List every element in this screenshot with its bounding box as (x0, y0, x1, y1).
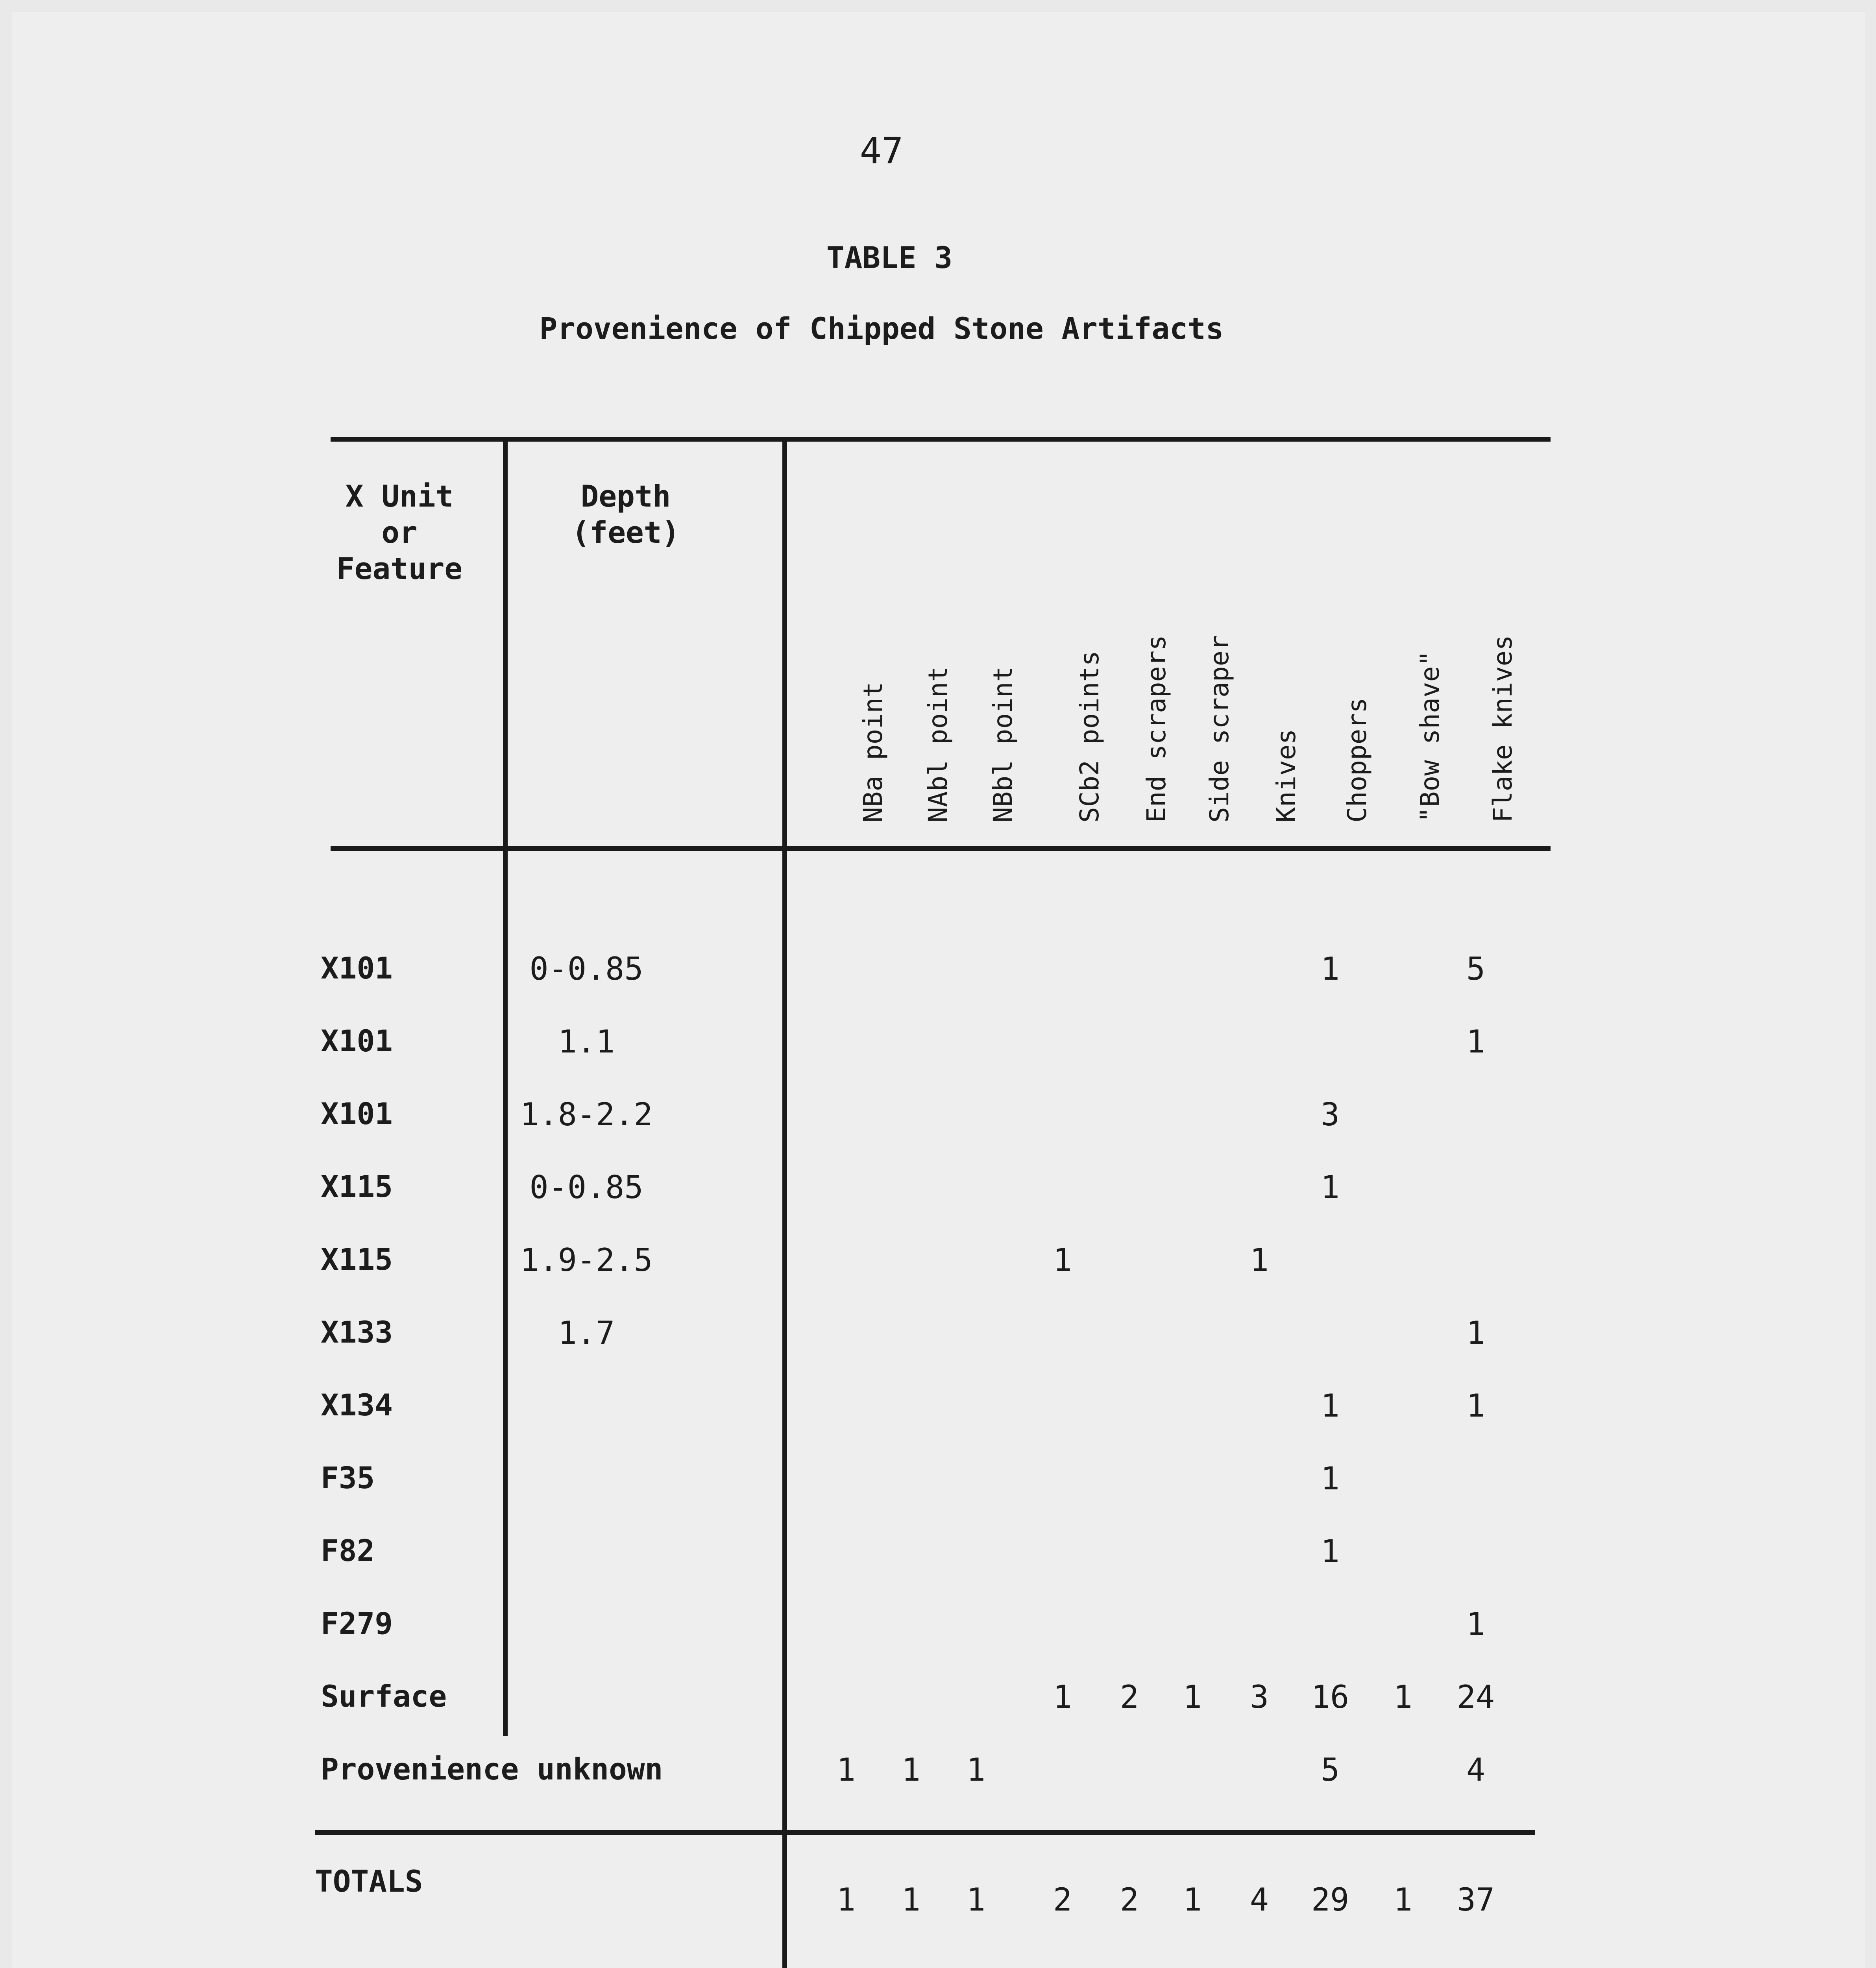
row-unit-label: X115 (321, 1242, 393, 1277)
column-header: SCb2 points (1074, 650, 1105, 823)
column-header: Side scraper (1204, 635, 1235, 823)
column-header: Flake knives (1488, 635, 1518, 823)
table-number: TABLE 3 (826, 240, 953, 275)
totals-cell: 2 (1120, 1881, 1139, 1918)
table-cell: 1 (1466, 1387, 1486, 1424)
table-cell: 1 (1320, 1460, 1340, 1497)
table-cell: 1 (836, 1752, 856, 1788)
table-cell: 1 (1183, 1679, 1202, 1715)
table-cell: 1 (966, 1752, 986, 1788)
row-unit-label: X101 (321, 1023, 393, 1058)
table-cell: 1 (1053, 1242, 1072, 1278)
totals-cell: 37 (1456, 1881, 1495, 1918)
totals-top-rule (315, 1830, 1535, 1835)
table-top-rule (331, 437, 1551, 442)
totals-cell: 29 (1311, 1881, 1349, 1918)
column-header: Choppers (1342, 697, 1372, 823)
column-header: NBbl point (988, 666, 1018, 823)
totals-cell: 1 (966, 1881, 986, 1918)
row-unit-label: F35 (321, 1460, 375, 1495)
table-cell: 1 (1320, 1169, 1340, 1206)
column-header: Knives (1271, 729, 1301, 823)
depth-column-header: Depth (feet) (571, 479, 680, 550)
column-header: NAbl point (923, 666, 953, 823)
table-cell: 1 (1393, 1679, 1413, 1715)
table-cell: 3 (1320, 1096, 1340, 1133)
row-depth: 1.8-2.2 (520, 1096, 653, 1133)
row-unit-label: Surface (321, 1679, 447, 1714)
table-cell: 1 (1466, 1023, 1486, 1060)
table-caption: Provenience of Chipped Stone Artifacts (539, 311, 1224, 346)
header-bottom-rule (331, 846, 1551, 851)
unit-column-header: X Unit or Feature (336, 479, 463, 586)
totals-cell: 4 (1249, 1881, 1269, 1918)
row-unit-label: X101 (321, 1096, 393, 1131)
table-cell: 16 (1311, 1679, 1349, 1715)
row-depth: 1.1 (558, 1023, 615, 1060)
table-cell: 2 (1120, 1679, 1139, 1715)
unit-column-divider (503, 437, 508, 1736)
totals-cell: 1 (1393, 1881, 1413, 1918)
table-cell: 24 (1456, 1679, 1495, 1715)
table-cell: 1 (1320, 1533, 1340, 1570)
row-unit-label: X115 (321, 1169, 393, 1204)
row-depth: 1.7 (558, 1315, 615, 1351)
row-depth: 0-0.85 (529, 951, 643, 987)
table-cell: 1 (1320, 1387, 1340, 1424)
totals-cell: 1 (1183, 1881, 1202, 1918)
row-unit-label: X133 (321, 1315, 393, 1350)
column-header: NBa point (858, 682, 888, 823)
row-depth: 0-0.85 (529, 1169, 643, 1206)
table-cell: 1 (1053, 1679, 1072, 1715)
table-cell: 1 (1466, 1606, 1486, 1642)
table-cell: 1 (1466, 1315, 1486, 1351)
table-cell: 1 (1249, 1242, 1269, 1278)
totals-cell: 1 (836, 1881, 856, 1918)
table-cell: 3 (1249, 1679, 1269, 1715)
column-header: "Bow shave" (1415, 650, 1445, 823)
row-unit-label: Provenience unknown (321, 1752, 663, 1787)
row-unit-label: X101 (321, 951, 393, 986)
totals-label: TOTALS (315, 1864, 423, 1899)
depth-column-divider (782, 437, 787, 1968)
row-depth: 1.9-2.5 (520, 1242, 653, 1278)
table-cell: 4 (1466, 1752, 1486, 1788)
table-cell: 1 (1320, 951, 1340, 987)
page-number: 47 (859, 130, 904, 172)
table-cell: 5 (1466, 951, 1486, 987)
table-cell: 1 (901, 1752, 921, 1788)
row-unit-label: F279 (321, 1606, 393, 1641)
column-header: End scrapers (1141, 635, 1172, 823)
table-cell: 5 (1320, 1752, 1340, 1788)
document-page (12, 12, 1865, 1968)
totals-cell: 1 (901, 1881, 921, 1918)
row-unit-label: X134 (321, 1387, 393, 1422)
row-unit-label: F82 (321, 1533, 375, 1568)
totals-cell: 2 (1053, 1881, 1072, 1918)
